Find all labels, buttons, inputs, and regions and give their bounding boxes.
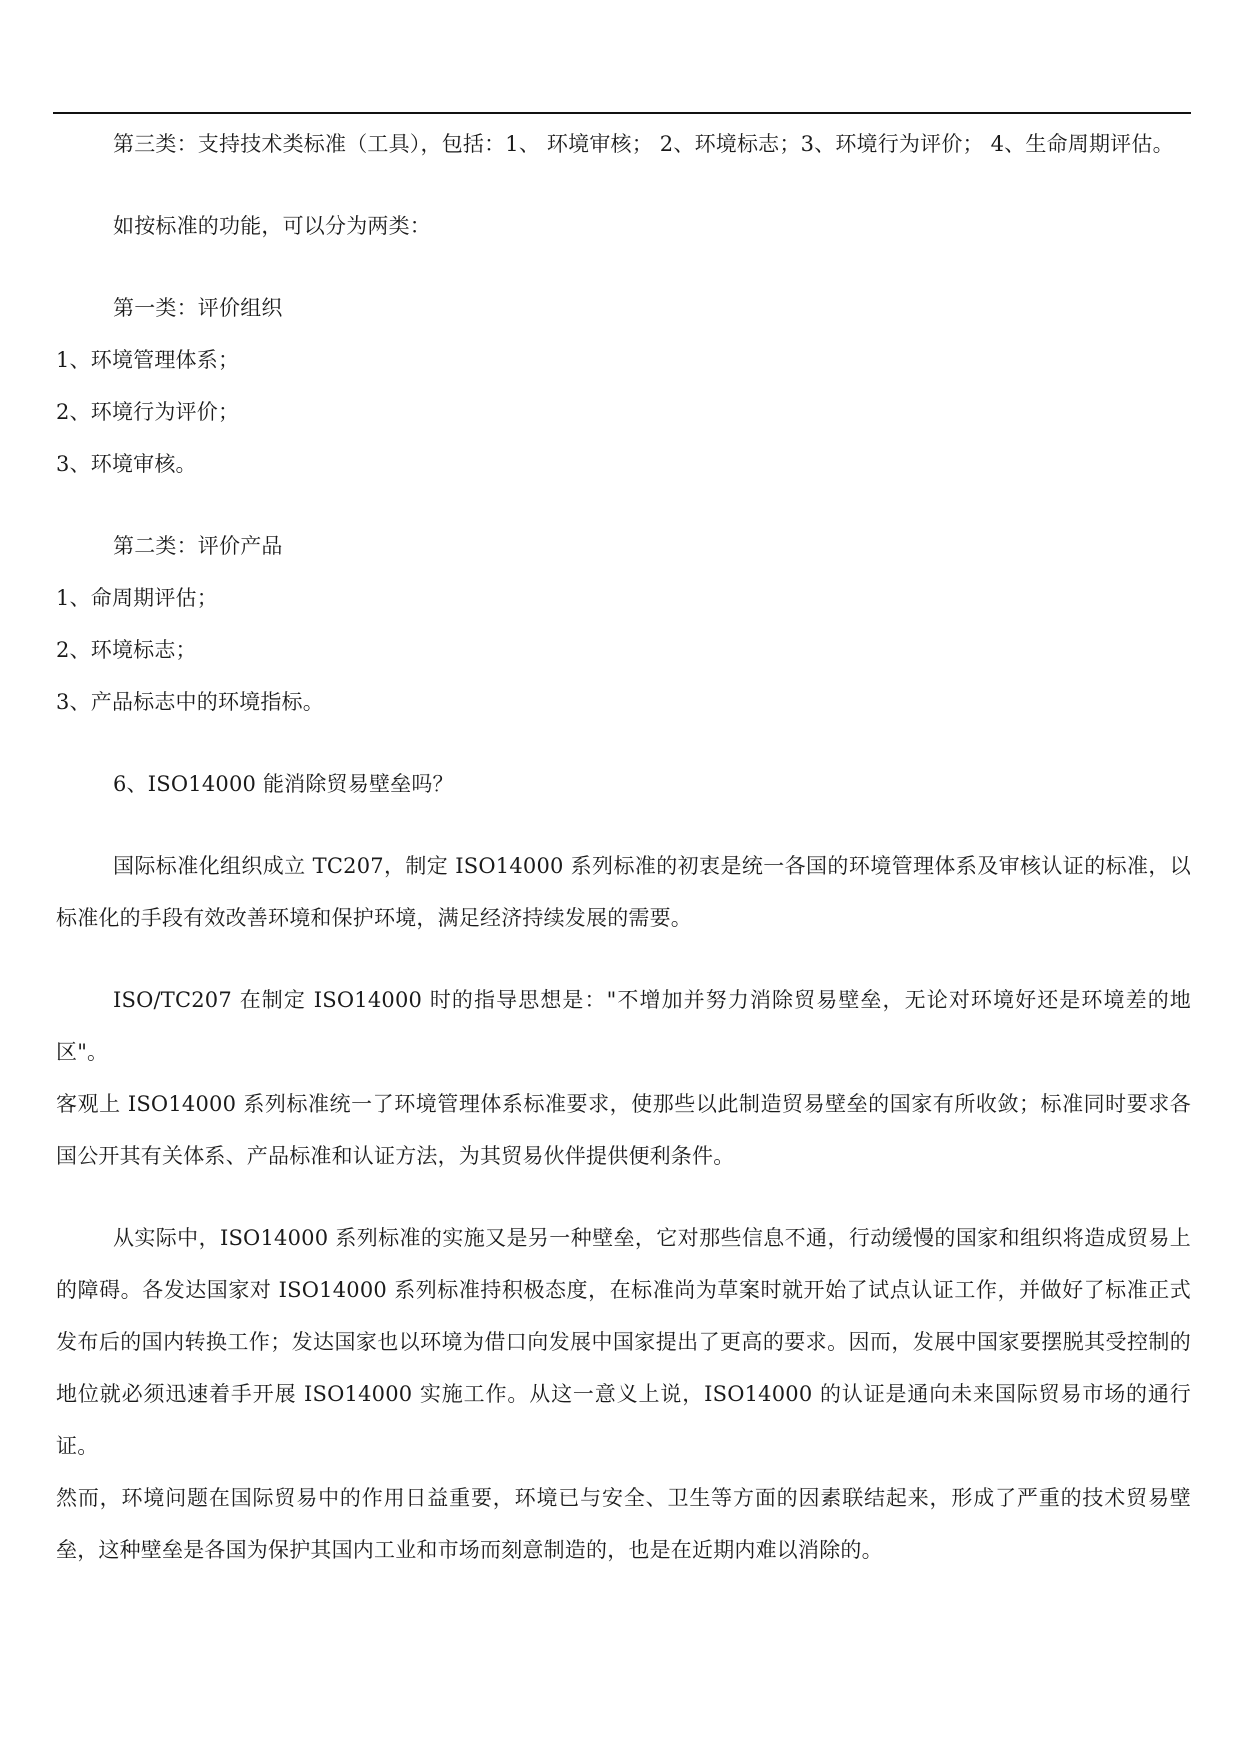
list-item: 2、环境标志； — [56, 638, 197, 662]
list-item: 3、产品标志中的环境指标。 — [56, 690, 324, 714]
section-heading: 6、ISO14000 能消除贸易壁垒吗？ — [113, 772, 454, 796]
paragraph-support-standards: 第三类：支持技术类标准（工具），包括：1、 环境审核； 2、环境标志；3、环境行为评价； 4、生命周期评估。 — [113, 132, 1174, 156]
paragraph-category-one: 第一类：评价组织 — [113, 296, 283, 320]
list-item: 1、命周期评估； — [56, 586, 218, 610]
list-item: 2、环境行为评价； — [56, 400, 240, 424]
list-item: 1、环境管理体系； — [56, 348, 240, 372]
paragraph-tc207-origin: 国际标准化组织成立 TC207，制定 ISO14000 系列标准的初衷是统一各国的环境管理体系及审核认证的标准，以标准化的手段有效改善环境和保护环境，满足经济持续发展的需要。 — [56, 854, 1191, 930]
header-rule — [53, 112, 1191, 114]
paragraph-objective-view: 客观上 ISO14000 系列标准统一了环境管理体系标准要求，使那些以此制造贸易壁垒的国家有所收敛；标准同时要求各国公开其有关体系、产品标准和认证方法，为其贸易伙伴提供便利条件。 — [56, 1092, 1191, 1168]
paragraph-guiding-idea: ISO/TC207 在制定 ISO14000 时的指导思想是："不增加并努力消除贸易壁垒，无论对环境好还是环境差的地区"。 — [56, 988, 1191, 1064]
document-body — [56, 118, 1191, 1576]
list-item: 3、环境审核。 — [56, 452, 197, 476]
paragraph-by-function: 如按标准的功能，可以分为两类： — [113, 214, 431, 238]
paragraph-category-two: 第二类：评价产品 — [113, 534, 283, 558]
paragraph-conclusion: 然而，环境问题在国际贸易中的作用日益重要，环境已与安全、卫生等方面的因素联结起来，形成了严重的技术贸易壁垒，这种壁垒是各国为保护其国内工业和市场而刻意制造的，也是在近期内难以消除的。 — [56, 1486, 1191, 1562]
paragraph-practical-view: 从实际中，ISO14000 系列标准的实施又是另一种壁垒，它对那些信息不通，行动缓慢的国家和组织将造成贸易上的障碍。各发达国家对 ISO14000 系列标准持积极态度，在标准尚为草案时就开始了试点认证工作，并做好了标准正式发布后的国内转换工作；发达国家也以环境为借口向发展中国家提出了更高的要求。因而，发展中国家要摆脱其受控制的地位就必须迅速着手开展 ISO14000 实施工作。从这一意义上说，ISO14000 的认证是通向未来国际贸易市场的通行证。 — [56, 1226, 1191, 1458]
